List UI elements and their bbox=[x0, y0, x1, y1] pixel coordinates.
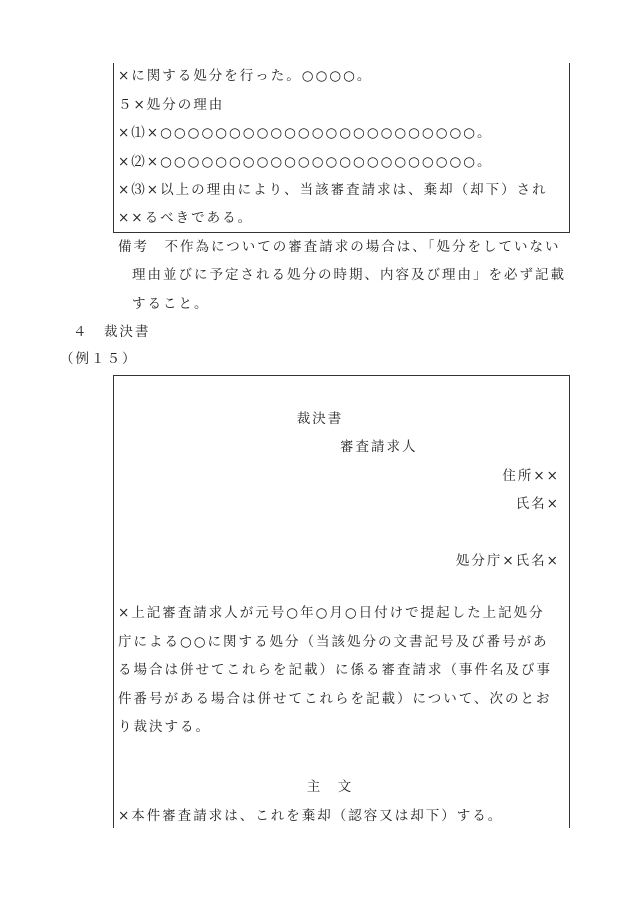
top-box-line-5: ×⑶×以上の理由により、当該審査請求は、棄却（却下）され bbox=[118, 182, 548, 198]
top-box-line-1: ×に関する処分を行った。○○○○。 bbox=[118, 68, 373, 84]
top-box-line-2: ５×処分の理由 bbox=[118, 97, 225, 113]
doc-main-heading: 主 文 bbox=[306, 779, 354, 795]
doc-box-top-border bbox=[113, 375, 570, 376]
top-box-line-4: ×⑵×○○○○○○○○○○○○○○○○○○○○○○○。 bbox=[118, 154, 493, 170]
note-line-3: すること。 bbox=[132, 296, 210, 312]
doc-title: 裁決書 bbox=[296, 411, 344, 427]
doc-name: 氏名× bbox=[515, 496, 560, 512]
doc-body-line-2: 庁による○○に関する処分（当該処分の文書記号及び番号があ bbox=[118, 634, 549, 650]
top-box-line-3: ×⑴×○○○○○○○○○○○○○○○○○○○○○○○。 bbox=[118, 125, 493, 141]
doc-box-right-border bbox=[569, 375, 570, 828]
doc-main-line: ×本件審査請求は、これを棄却（認容又は却下）する。 bbox=[118, 808, 504, 824]
doc-agency: 処分庁×氏名× bbox=[455, 553, 560, 569]
top-box-left-border bbox=[113, 63, 114, 233]
example-label: （例１５） bbox=[60, 351, 138, 367]
top-box-right-border bbox=[569, 63, 570, 233]
note-line-1: 備考 不作為についての審査請求の場合は、「処分をしていない bbox=[118, 239, 561, 255]
top-box-bottom-border bbox=[113, 232, 570, 233]
doc-body-line-3: る場合は併せてこれらを記載）に係る審査請求（事件名及び事 bbox=[118, 662, 552, 678]
note-line-2: 理由並びに予定される処分の時期、内容及び理由」を必ず記載 bbox=[132, 267, 566, 283]
doc-body-line-1: ×上記審査請求人が元号○年○月○日付けで提起した上記処分 bbox=[118, 605, 545, 621]
doc-requester-label: 審査請求人 bbox=[340, 439, 418, 455]
doc-body-line-4: 件番号がある場合は併せてこれらを記載）について、次のとお bbox=[118, 691, 552, 707]
doc-address: 住所×× bbox=[502, 468, 560, 484]
doc-box-left-border bbox=[113, 375, 114, 828]
doc-body-line-5: り裁決する。 bbox=[118, 719, 211, 735]
top-box-line-6: ××るべきである。 bbox=[118, 210, 254, 226]
section-heading: ４ 裁決書 bbox=[73, 324, 151, 340]
